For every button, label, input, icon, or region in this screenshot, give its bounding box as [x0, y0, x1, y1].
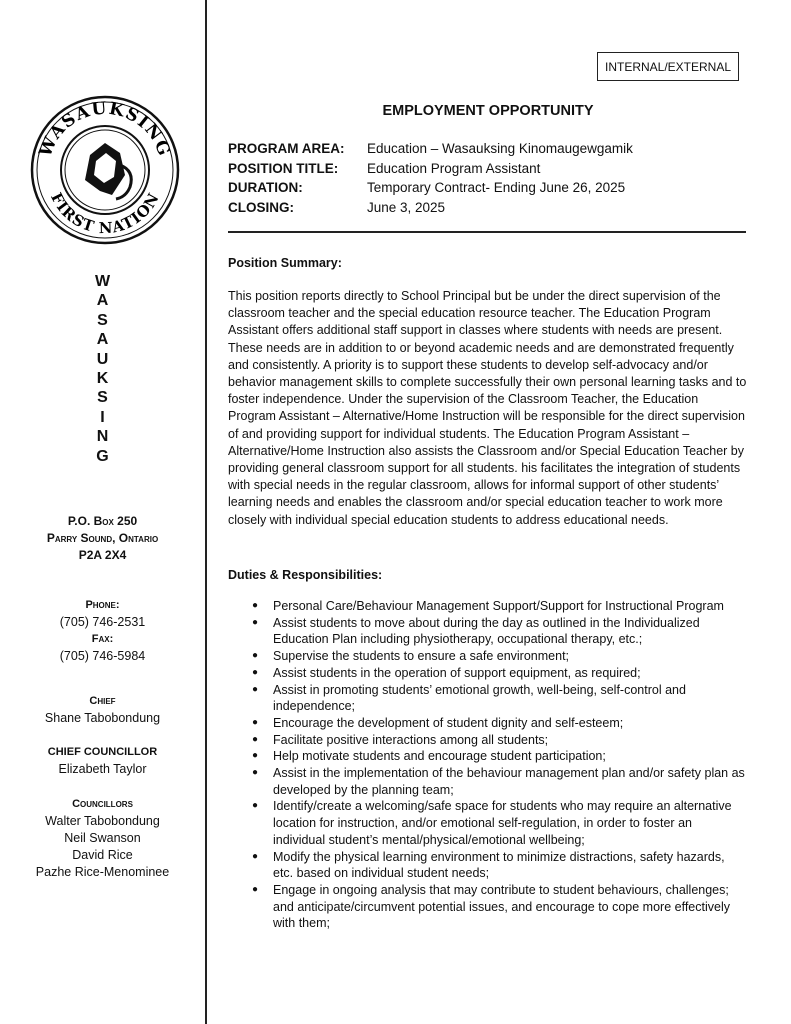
phone-number: (705) 746-2531	[59, 615, 146, 629]
sidebar	[0, 0, 205, 1024]
address-line: P.O. Box 250	[67, 514, 138, 528]
posting-type-badge: INTERNAL/EXTERNAL	[597, 52, 739, 81]
address-line: Parry Sound, Ontario	[46, 531, 159, 545]
vertical-community-name	[0, 272, 205, 466]
fax-label: Fax:	[91, 633, 114, 645]
chief-councillor-label: CHIEF COUNCILLOR	[47, 746, 158, 758]
vertical-letter: S	[97, 311, 108, 329]
contact-info	[0, 597, 205, 665]
position-summary-text: This position reports directly to School Principal but be under the direct supervision of the classroom teacher and the special education resource teacher. The Education Program Assistant offers additional staff support in classes where students with needs are present. These needs are in addition to or beyond academic needs and are demonstrated frequently and consistently. A priority is to support these students to develop self-advocacy and/or behavior management skills to complete successfully their own personal learning tasks and to foster independence. Under the supervision of the Classroom Teacher, the Education Program Assistant – Alternative/Home Instruction will be responsible for the direct supervision of and providing support for individual students. The Education Program Assistant – Alternative/Home Instruction also assists the Classroom and/or Special Education Teacher by providing general classroom support for all students. his facilitates the integration of students with special needs in the regular classroom, allows for informal support of other students’ learning needs and enables the classroom and/or special education teacher to work more closely with individual special education students to address educational needs.	[228, 289, 747, 527]
councillor-name: David Rice	[72, 848, 133, 862]
info-key: PROGRAM AREA:	[228, 141, 345, 156]
sidebar-divider	[205, 0, 207, 1024]
info-row	[228, 139, 633, 159]
chief-name: Shane Tabobondung	[44, 711, 161, 725]
vertical-letter: G	[96, 447, 109, 465]
vertical-letter: A	[96, 331, 109, 349]
list-item: ● Assist in promoting students’ emotional growth, well-being, self-control and independence;	[252, 682, 747, 715]
list-item: ● Help motivate students and encourage student participation;	[252, 748, 747, 765]
vertical-letter: I	[100, 408, 105, 426]
fax-number: (705) 746-5984	[59, 649, 146, 663]
councillor-name: Pazhe Rice-Menominee	[35, 865, 170, 879]
list-item: ● Personal Care/Behaviour Management Support/Support for Instructional Program	[252, 598, 747, 615]
list-item: ● Identify/create a welcoming/safe space for students who may require an alternative location for instruction, and/or emotional self-regulation, in order to foster an individual student’s mental/physical/emotional wellbeing;	[252, 798, 747, 848]
vertical-letter: N	[96, 428, 109, 446]
info-value: Temporary Contract- Ending June 26, 2025	[367, 180, 626, 196]
info-value: Education Program Assistant	[367, 160, 541, 176]
info-row	[228, 159, 633, 179]
info-value: Education – Wasauksing Kinomaugewgamik	[367, 141, 633, 156]
info-value: June 3, 2025	[367, 200, 446, 216]
page-title: EMPLOYMENT OPPORTUNITY	[382, 103, 594, 119]
info-key: CLOSING:	[228, 200, 294, 216]
info-key: DURATION:	[228, 180, 303, 196]
list-item: ● Encourage the development of student dignity and self-esteem;	[252, 715, 747, 732]
header-divider	[228, 231, 746, 233]
vertical-letter: U	[96, 350, 109, 368]
list-item: ● Assist students to move about during the day as outlined in the Individualized Education Plan including physiotherapy, occupational therapy, etc.;	[252, 615, 747, 648]
list-item: ● Assist in the implementation of the behaviour management plan and/or safety plan as developed by the planning team;	[252, 765, 747, 798]
vertical-letter: K	[96, 370, 109, 388]
mailing-address	[0, 513, 205, 564]
chief-councillor-info	[0, 744, 205, 778]
svg-text:FIRST NATION: FIRST NATION	[47, 189, 164, 238]
councillors-info	[0, 796, 205, 881]
list-item: ● Supervise the students to ensure a safe environment;	[252, 648, 747, 665]
list-item: ● Modify the physical learning environment to minimize distractions, safety hazards, etc. based on individual student needs;	[252, 849, 747, 882]
councillor-name: Walter Tabobondung	[45, 814, 160, 828]
vertical-letter: W	[94, 273, 111, 290]
first-nation-seal-logo	[30, 95, 180, 245]
list-item: ● Engage in ongoing analysis that may contribute to student behaviours, challenges; and anticipate/circumvent potential issues, and encourage to cope more effectively with them;	[252, 882, 747, 932]
chief-councillor-name: Elizabeth Taylor	[58, 762, 147, 776]
info-row	[228, 178, 633, 198]
info-row	[228, 198, 633, 218]
summary-heading: Position Summary:	[228, 256, 342, 270]
chief-label: Chief	[89, 695, 116, 707]
list-item: ● Facilitate positive interactions among all students;	[252, 732, 747, 749]
vertical-letter: A	[96, 292, 109, 310]
duties-heading: Duties & Responsibilities:	[228, 568, 383, 582]
councillor-name: Neil Swanson	[64, 831, 141, 845]
vertical-letter: S	[97, 389, 108, 407]
svg-text:WASAUKSING: WASAUKSING	[35, 98, 175, 160]
address-line: P2A 2X4	[78, 548, 127, 562]
job-info-table	[228, 139, 633, 218]
duties-list	[252, 598, 747, 932]
councillors-label: Councillors	[72, 798, 133, 810]
phone-label: Phone:	[85, 599, 120, 611]
list-item: ● Assist students in the operation of support equipment, as required;	[252, 665, 747, 682]
chief-info	[0, 693, 205, 727]
info-key: POSITION TITLE:	[228, 160, 339, 176]
